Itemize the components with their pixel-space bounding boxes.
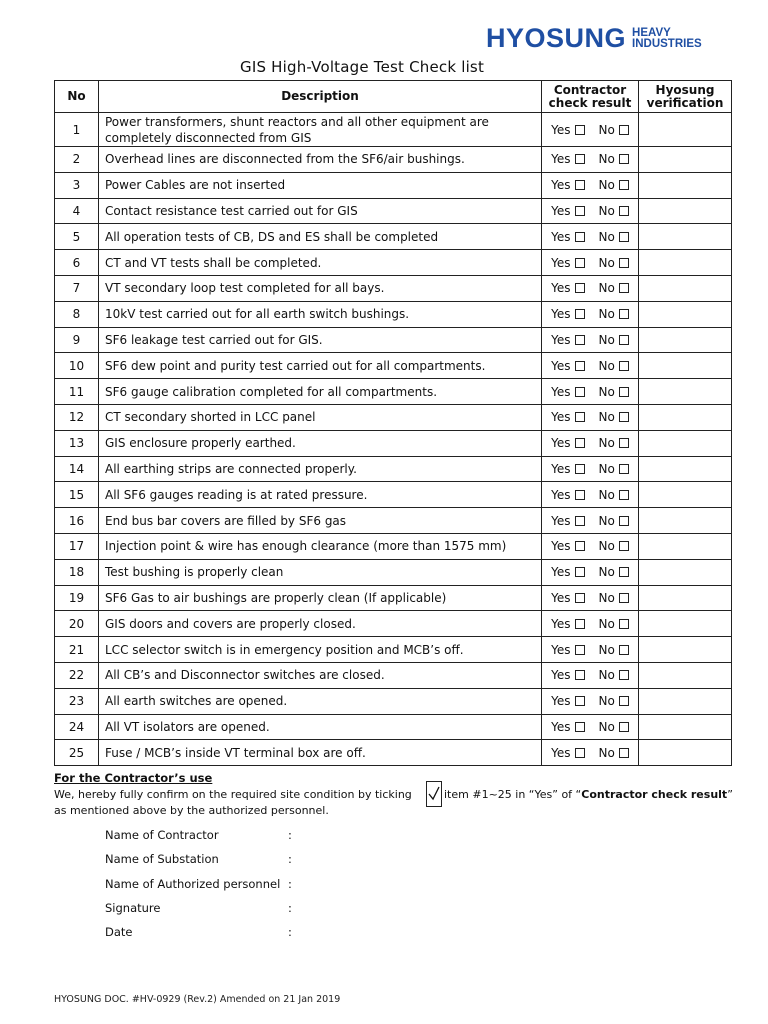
field-name-of-substation[interactable] [105,852,292,866]
row-number: 8 [55,301,99,327]
contractor-heading: For the Contractor’s use [54,771,213,785]
yes-checkbox[interactable] [575,464,585,474]
no-label: No [598,668,615,683]
row-description: SF6 leakage test carried out for GIS. [99,327,542,353]
row-hyosung-verification[interactable] [639,533,732,559]
table-row [55,662,732,688]
row-hyosung-verification[interactable] [639,740,732,766]
row-hyosung-verification[interactable] [639,637,732,663]
yes-label: Yes [551,436,571,451]
no-label: No [598,590,615,605]
yes-label: Yes [551,539,571,554]
field-colon: : [288,828,292,842]
yes-label: Yes [551,745,571,760]
yes-label: Yes [551,307,571,322]
table-header-row [55,81,732,113]
row-hyosung-verification[interactable] [639,224,732,250]
field-colon: : [288,901,292,915]
row-number: 6 [55,250,99,276]
table-row [55,508,732,534]
row-hyosung-verification[interactable] [639,147,732,173]
row-check-result [542,113,639,147]
row-description: Overhead lines are disconnected from the SF6/air bushings. [99,147,542,173]
no-label: No [598,358,615,373]
no-label: No [598,487,615,502]
row-hyosung-verification[interactable] [639,404,732,430]
no-checkbox[interactable] [619,541,629,551]
table-row [55,637,732,663]
yes-checkbox[interactable] [575,541,585,551]
no-label: No [598,642,615,657]
no-checkbox[interactable] [619,490,629,500]
yes-checkbox[interactable] [575,258,585,268]
table-row [55,250,732,276]
row-description: GIS enclosure properly earthed. [99,430,542,456]
row-description: All earthing strips are connected properly. [99,456,542,482]
table-row [55,585,732,611]
row-check-result [542,301,639,327]
field-label: Name of Substation [105,852,219,866]
row-check-result [542,585,639,611]
no-checkbox[interactable] [619,154,629,164]
yes-label: Yes [551,410,571,425]
row-hyosung-verification[interactable] [639,508,732,534]
yes-checkbox[interactable] [575,125,585,135]
yes-checkbox[interactable] [575,438,585,448]
row-number: 15 [55,482,99,508]
row-description: 10kV test carried out for all earth switch bushings. [99,301,542,327]
no-label: No [598,694,615,709]
row-number: 17 [55,533,99,559]
no-label: No [598,461,615,476]
row-description: All earth switches are opened. [99,688,542,714]
row-hyosung-verification[interactable] [639,662,732,688]
confirmation-tail-bold: Contractor check result [581,788,728,801]
logo-main-text: HYOSUNG [486,23,627,53]
row-description: GIS doors and covers are properly closed. [99,611,542,637]
table-row [55,224,732,250]
row-description: All operation tests of CB, DS and ES shall be completed [99,224,542,250]
row-number: 25 [55,740,99,766]
row-check-result [542,327,639,353]
confirmation-tail-a: item #1~25 in “Yes” of “ [444,788,582,801]
confirmation-tail-b: ” [727,788,733,801]
row-hyosung-verification[interactable] [639,301,732,327]
yes-label: Yes [551,152,571,167]
row-check-result [542,559,639,585]
row-description: Injection point & wire has enough clearance (more than 1575 mm) [99,533,542,559]
yes-checkbox[interactable] [575,180,585,190]
row-number: 14 [55,456,99,482]
row-description: SF6 gauge calibration completed for all compartments. [99,379,542,405]
row-hyosung-verification[interactable] [639,430,732,456]
no-checkbox[interactable] [619,696,629,706]
row-description: Fuse / MCB’s inside VT terminal box are off. [99,740,542,766]
field-label: Name of Authorized personnel [105,877,281,891]
yes-label: Yes [551,590,571,605]
row-number: 10 [55,353,99,379]
yes-checkbox[interactable] [575,154,585,164]
row-number: 22 [55,662,99,688]
no-checkbox[interactable] [619,412,629,422]
no-label: No [598,513,615,528]
table-row [55,482,732,508]
row-check-result [542,430,639,456]
no-label: No [598,719,615,734]
yes-label: Yes [551,461,571,476]
row-description: CT secondary shorted in LCC panel [99,404,542,430]
no-checkbox[interactable] [619,387,629,397]
row-number: 21 [55,637,99,663]
field-name-of-contractor[interactable] [105,828,292,842]
row-number: 11 [55,379,99,405]
row-check-result [542,172,639,198]
field-label: Name of Contractor [105,828,219,842]
checklist-table [54,80,732,766]
no-label: No [598,203,615,218]
no-checkbox[interactable] [619,232,629,242]
yes-label: Yes [551,229,571,244]
row-hyosung-verification[interactable] [639,250,732,276]
row-check-result [542,533,639,559]
confirmation-text-line-2: as mentioned above by the authorized personnel. [54,804,329,817]
row-hyosung-verification[interactable] [639,456,732,482]
row-check-result [542,688,639,714]
no-checkbox[interactable] [619,516,629,526]
yes-label: Yes [551,122,571,137]
row-number: 13 [55,430,99,456]
no-checkbox[interactable] [619,722,629,732]
yes-checkbox[interactable] [575,490,585,500]
table-row [55,456,732,482]
row-description: SF6 Gas to air bushings are properly clean (If applicable) [99,585,542,611]
no-checkbox[interactable] [619,125,629,135]
document-title: GIS High-Voltage Test Check list [240,58,485,76]
row-check-result [542,224,639,250]
no-label: No [598,384,615,399]
header-description: Description [99,81,542,113]
yes-checkbox[interactable] [575,619,585,629]
yes-checkbox[interactable] [575,412,585,422]
no-label: No [598,616,615,631]
field-authorized-personnel[interactable] [105,877,292,891]
yes-label: Yes [551,178,571,193]
row-hyosung-verification[interactable] [639,611,732,637]
row-check-result [542,379,639,405]
row-number: 19 [55,585,99,611]
row-number: 12 [55,404,99,430]
yes-checkbox[interactable] [575,309,585,319]
yes-checkbox[interactable] [575,645,585,655]
row-number: 1 [55,113,99,147]
field-colon: : [288,877,292,891]
row-check-result [542,198,639,224]
no-label: No [598,745,615,760]
table-row [55,327,732,353]
yes-label: Yes [551,694,571,709]
row-check-result [542,637,639,663]
row-description: End bus bar covers are filled by SF6 gas [99,508,542,534]
yes-checkbox[interactable] [575,567,585,577]
logo-sub-line-2: INDUSTRIES [632,38,702,50]
yes-checkbox[interactable] [575,232,585,242]
yes-checkbox[interactable] [575,722,585,732]
table-row [55,611,732,637]
row-description: Power transformers, shunt reactors and all other equipment are completely disconnected from GIS [99,113,542,147]
yes-checkbox[interactable] [575,335,585,345]
table-row [55,714,732,740]
yes-label: Yes [551,358,571,373]
no-label: No [598,152,615,167]
row-check-result [542,353,639,379]
document-footer: HYOSUNG DOC. #HV-0929 (Rev.2) Amended on 21 Jan 2019 [54,994,341,1005]
row-number: 7 [55,275,99,301]
no-checkbox[interactable] [619,180,629,190]
row-check-result [542,404,639,430]
header-no: No [55,81,99,113]
no-checkbox[interactable] [619,464,629,474]
row-description: SF6 dew point and purity test carried out for all compartments. [99,353,542,379]
row-number: 24 [55,714,99,740]
row-number: 9 [55,327,99,353]
header-result-line-2: check result [548,95,632,110]
row-check-result [542,275,639,301]
row-number: 4 [55,198,99,224]
no-checkbox[interactable] [619,645,629,655]
yes-checkbox[interactable] [575,387,585,397]
tick-checkbox[interactable] [426,781,442,807]
row-hyosung-verification[interactable] [639,172,732,198]
no-label: No [598,565,615,580]
table-row [55,430,732,456]
field-label: Date [105,925,133,939]
row-description: VT secondary loop test completed for all bays. [99,275,542,301]
yes-label: Yes [551,719,571,734]
no-label: No [598,410,615,425]
row-description: Test bushing is properly clean [99,559,542,585]
no-label: No [598,307,615,322]
row-check-result [542,147,639,173]
row-hyosung-verification[interactable] [639,198,732,224]
table-row [55,688,732,714]
no-label: No [598,539,615,554]
row-number: 3 [55,172,99,198]
row-hyosung-verification[interactable] [639,353,732,379]
row-description: LCC selector switch is in emergency position and MCB’s off. [99,637,542,663]
logo-sub-line-1: HEAVY [632,27,671,39]
row-check-result [542,662,639,688]
confirmation-text-line-1: We, hereby fully confirm on the required site condition by ticking [54,788,412,801]
table-row [55,113,732,147]
row-hyosung-verification[interactable] [639,113,732,147]
yes-label: Yes [551,332,571,347]
no-checkbox[interactable] [619,438,629,448]
row-hyosung-verification[interactable] [639,714,732,740]
table-row [55,379,732,405]
table-row [55,404,732,430]
row-hyosung-verification[interactable] [639,379,732,405]
yes-checkbox[interactable] [575,670,585,680]
yes-label: Yes [551,513,571,528]
row-hyosung-verification[interactable] [639,688,732,714]
no-label: No [598,178,615,193]
no-checkbox[interactable] [619,670,629,680]
yes-label: Yes [551,565,571,580]
no-label: No [598,332,615,347]
row-number: 18 [55,559,99,585]
yes-label: Yes [551,616,571,631]
table-row [55,559,732,585]
row-check-result [542,740,639,766]
no-checkbox[interactable] [619,309,629,319]
yes-label: Yes [551,281,571,296]
table-row [55,533,732,559]
no-checkbox[interactable] [619,283,629,293]
yes-label: Yes [551,384,571,399]
field-colon: : [288,925,292,939]
table-row [55,353,732,379]
row-description: All VT isolators are opened. [99,714,542,740]
row-hyosung-verification[interactable] [639,275,732,301]
row-check-result [542,611,639,637]
no-checkbox[interactable] [619,361,629,371]
table-row [55,147,732,173]
row-description: Contact resistance test carried out for GIS [99,198,542,224]
yes-checkbox[interactable] [575,206,585,216]
header-contractor-result [542,81,639,113]
no-label: No [598,122,615,137]
row-hyosung-verification[interactable] [639,482,732,508]
no-checkbox[interactable] [619,593,629,603]
row-check-result [542,250,639,276]
yes-label: Yes [551,203,571,218]
row-number: 20 [55,611,99,637]
row-hyosung-verification[interactable] [639,559,732,585]
header-verify-line-1: Hyosung [655,82,715,97]
row-description: Power Cables are not inserted [99,172,542,198]
contractor-section [54,771,212,785]
no-checkbox[interactable] [619,258,629,268]
row-check-result [542,508,639,534]
header-hyosung-verification [639,81,732,113]
field-date[interactable] [105,925,292,939]
yes-label: Yes [551,642,571,657]
row-number: 16 [55,508,99,534]
row-number: 23 [55,688,99,714]
no-label: No [598,229,615,244]
row-hyosung-verification[interactable] [639,327,732,353]
row-description: All SF6 gauges reading is at rated pressure. [99,482,542,508]
company-logo [486,24,702,52]
yes-checkbox[interactable] [575,361,585,371]
yes-checkbox[interactable] [575,283,585,293]
no-checkbox[interactable] [619,206,629,216]
row-check-result [542,714,639,740]
no-checkbox[interactable] [619,748,629,758]
checkmark-icon [427,786,441,802]
no-checkbox[interactable] [619,619,629,629]
no-checkbox[interactable] [619,567,629,577]
table-row [55,740,732,766]
field-label: Signature [105,901,161,915]
table-row [55,275,732,301]
row-hyosung-verification[interactable] [639,585,732,611]
header-result-line-1: Contractor [553,82,627,97]
row-check-result [542,456,639,482]
row-description: All CB’s and Disconnector switches are closed. [99,662,542,688]
row-number: 2 [55,147,99,173]
field-colon: : [288,852,292,866]
no-label: No [598,281,615,296]
field-signature[interactable] [105,901,292,915]
table-row [55,172,732,198]
yes-label: Yes [551,255,571,270]
no-label: No [598,436,615,451]
row-number: 5 [55,224,99,250]
yes-checkbox[interactable] [575,696,585,706]
row-description: CT and VT tests shall be completed. [99,250,542,276]
yes-checkbox[interactable] [575,748,585,758]
row-check-result [542,482,639,508]
no-checkbox[interactable] [619,335,629,345]
logo-sub-text [632,28,702,52]
yes-checkbox[interactable] [575,593,585,603]
table-row [55,301,732,327]
no-label: No [598,255,615,270]
yes-label: Yes [551,668,571,683]
table-row [55,198,732,224]
header-verify-line-2: verification [646,95,724,110]
yes-checkbox[interactable] [575,516,585,526]
yes-label: Yes [551,487,571,502]
confirmation-text-tail [444,788,733,801]
